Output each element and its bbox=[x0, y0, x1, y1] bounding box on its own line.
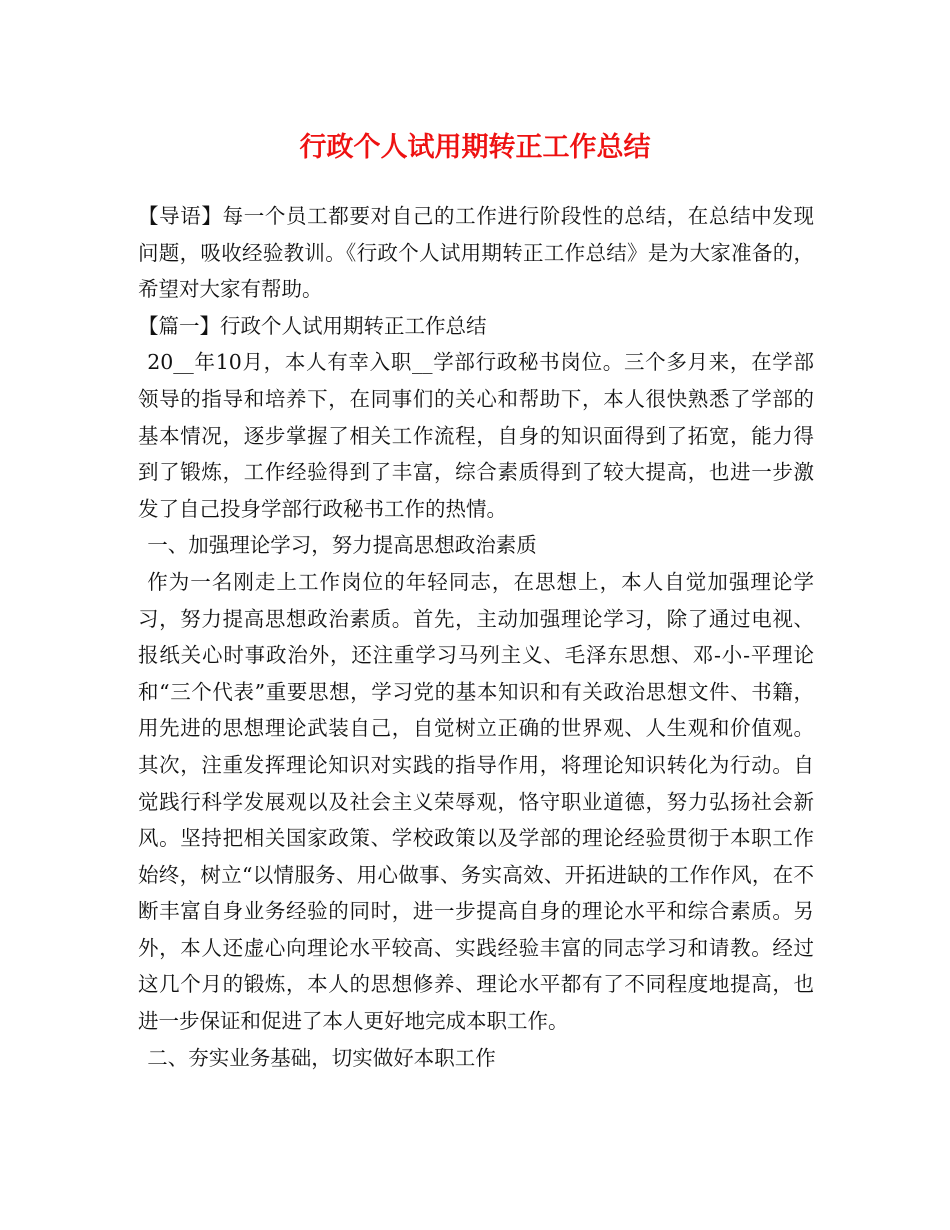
paragraph-heading-one: 一、加强理论学习，努力提高思想政治素质 bbox=[147, 533, 537, 558]
paragraph-intro: 【导语】每一个员工都要对自己的工作进行阶段性的总结，在总结中发现问题，吸收经验教训。《行政个人试用期转正工作总结》是为大家准备的，希望对大家有帮助。 bbox=[138, 204, 814, 302]
paragraph-section-heading: 【篇一】行政个人试用期转正工作总结 bbox=[138, 313, 487, 338]
paragraph-theory-study: 作为一名刚走上工作岗位的年轻同志，在思想上，本人自觉加强理论学习，努力提高思想政治素质。首先，主动加强理论学习，除了通过电视、报纸关心时事政治外，还注重学习马列主义、毛泽东思想、邓-小-平理论和“三个代表”重要思想，学习党的基本知识和有关政治思想文件、书籍，用先进的思想理论武装自己，自觉树立正确的世界观、人生观和价值观。其次，注重发挥理论知识对实践的指导作用，将理论知识转化为行动。自觉践行科学发展观以及社会主义荣辱观，恪守职业道德，努力弘扬社会新风。坚持把相关国家政策、学校政策以及学部的理论经验贯彻于本职工作始终，树立“以情服务、用心做事、务实高效、开拓进缺的工作作风，在不断丰富自身业务经验的同时，进一步提高自身的理论水平和综合素质。另外，本人还虚心向理论水平较高、实践经验丰富的同志学习和请教。经过这几个月的锻炼，本人的思想修养、理论水平都有了不同程度地提高，也进一步保证和促进了本人更好地完成本职工作。 bbox=[138, 569, 814, 1034]
paragraph-heading-two: 二、夯实业务基础，切实做好本职工作 bbox=[147, 1045, 496, 1070]
document-body bbox=[138, 198, 814, 1076]
paragraph-opening: 20__年10月，本人有幸入职__学部行政秘书岗位。三个多月来，在学部领导的指导和培养下，在同事们的关心和帮助下，本人很快熟悉了学部的基本情况，逐步掌握了相关工作流程，自身的知识面得到了拓宽，能力得到了锻炼，工作经验得到了丰富，综合素质得到了较大提高，也进一步激发了自己投身学部行政秘书工作的热情。 bbox=[138, 350, 814, 521]
document-title: 行政个人试用期转正工作总结 bbox=[299, 132, 651, 163]
